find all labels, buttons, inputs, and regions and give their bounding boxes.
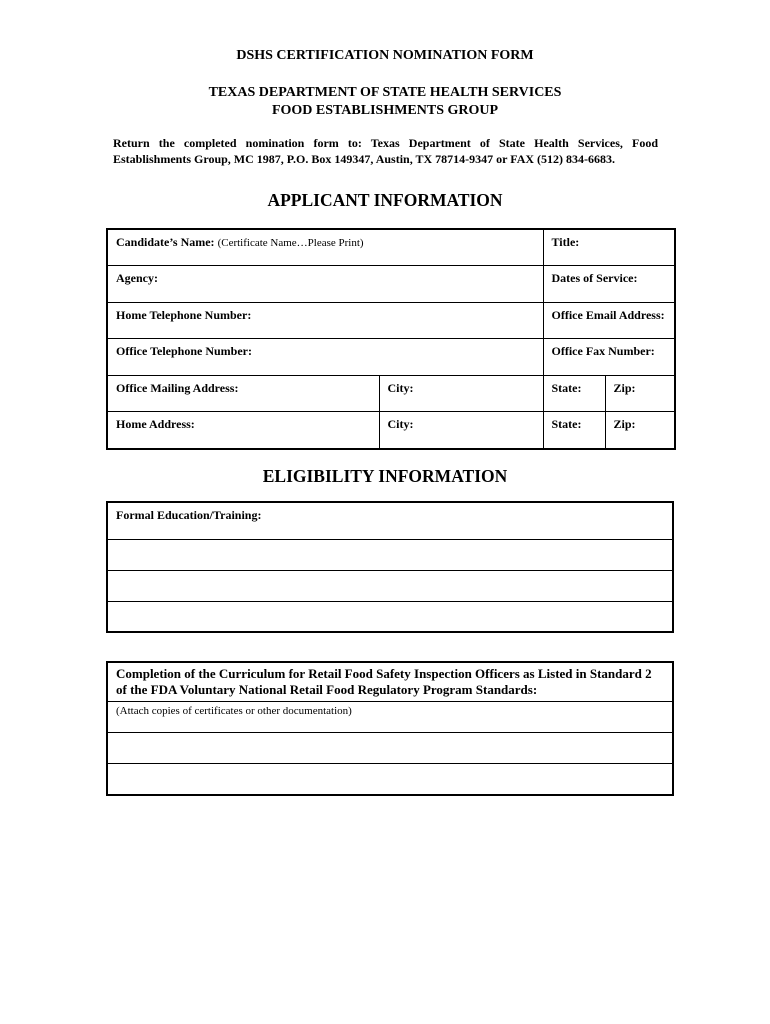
candidate-name-hint: (Certificate Name…Please Print)	[217, 237, 364, 249]
office-city-label: City:	[387, 380, 414, 395]
education-line[interactable]	[107, 539, 673, 570]
home-phone-field[interactable]	[107, 302, 543, 339]
title-field[interactable]	[543, 229, 675, 266]
home-address-field[interactable]	[107, 412, 379, 449]
office-phone-field[interactable]	[107, 339, 543, 376]
office-fax-field[interactable]	[543, 339, 675, 376]
office-state-field[interactable]	[543, 375, 605, 412]
education-label: Formal Education/Training:	[107, 502, 673, 539]
curriculum-label: Completion of the Curriculum for Retail Food Safety Inspection Officers as Listed in Standard 2 of the FDA Voluntary National Retail Food Regulatory Program Standards:	[107, 662, 673, 702]
agency-name: TEXAS DEPARTMENT OF STATE HEALTH SERVICES	[208, 85, 562, 100]
office-state-label: State:	[551, 380, 582, 395]
home-phone-label: Home Telephone Number:	[116, 307, 252, 322]
home-zip-field[interactable]	[605, 412, 675, 449]
applicant-section-title: APPLICANT INFORMATION	[267, 190, 503, 210]
applicant-table	[106, 228, 676, 450]
curriculum-line[interactable]	[107, 764, 673, 795]
education-line[interactable]	[107, 570, 673, 601]
curriculum-line[interactable]	[107, 733, 673, 764]
candidate-name-label: Candidate’s Name:	[116, 235, 215, 249]
home-state-label: State:	[551, 417, 582, 432]
education-line[interactable]	[107, 601, 673, 632]
home-zip-label: Zip:	[613, 417, 636, 432]
group-name: FOOD ESTABLISHMENTS GROUP	[271, 103, 499, 118]
office-zip-field[interactable]	[605, 375, 675, 412]
agency-field[interactable]	[107, 266, 543, 303]
office-zip-label: Zip:	[613, 380, 636, 395]
curriculum-table	[106, 661, 674, 796]
form-title: DSHS CERTIFICATION NOMINATION FORM	[236, 48, 534, 63]
home-city-label: City:	[387, 417, 414, 432]
eligibility-section-title: ELIGIBILITY INFORMATION	[262, 466, 508, 486]
title-label: Title:	[551, 235, 580, 249]
dates-of-service-label: Dates of Service:	[551, 271, 638, 286]
office-city-field[interactable]	[379, 375, 543, 412]
office-fax-label: Office Fax Number:	[551, 344, 655, 359]
office-email-label: Office Email Address:	[551, 307, 665, 322]
attach-note[interactable]: (Attach copies of certificates or other documentation)	[107, 702, 673, 733]
dates-of-service-field[interactable]	[543, 266, 675, 303]
home-state-field[interactable]	[543, 412, 605, 449]
office-phone-label: Office Telephone Number:	[116, 344, 252, 359]
home-address-label: Home Address:	[116, 417, 195, 432]
home-city-field[interactable]	[379, 412, 543, 449]
return-instructions: Return the completed nomination form to: Texas Department of State Health Services, Food Establishments Group, MC 1987, P.O. Box 149347, Austin, TX 78714-9347 or FAX (512) 834-6683.	[113, 136, 658, 166]
agency-label: Agency:	[116, 271, 158, 286]
office-mailing-address-label: Office Mailing Address:	[116, 380, 239, 395]
office-email-field[interactable]	[543, 302, 675, 339]
education-table	[106, 501, 674, 633]
candidate-name-field[interactable]	[107, 229, 543, 266]
office-mailing-address-field[interactable]	[107, 375, 379, 412]
